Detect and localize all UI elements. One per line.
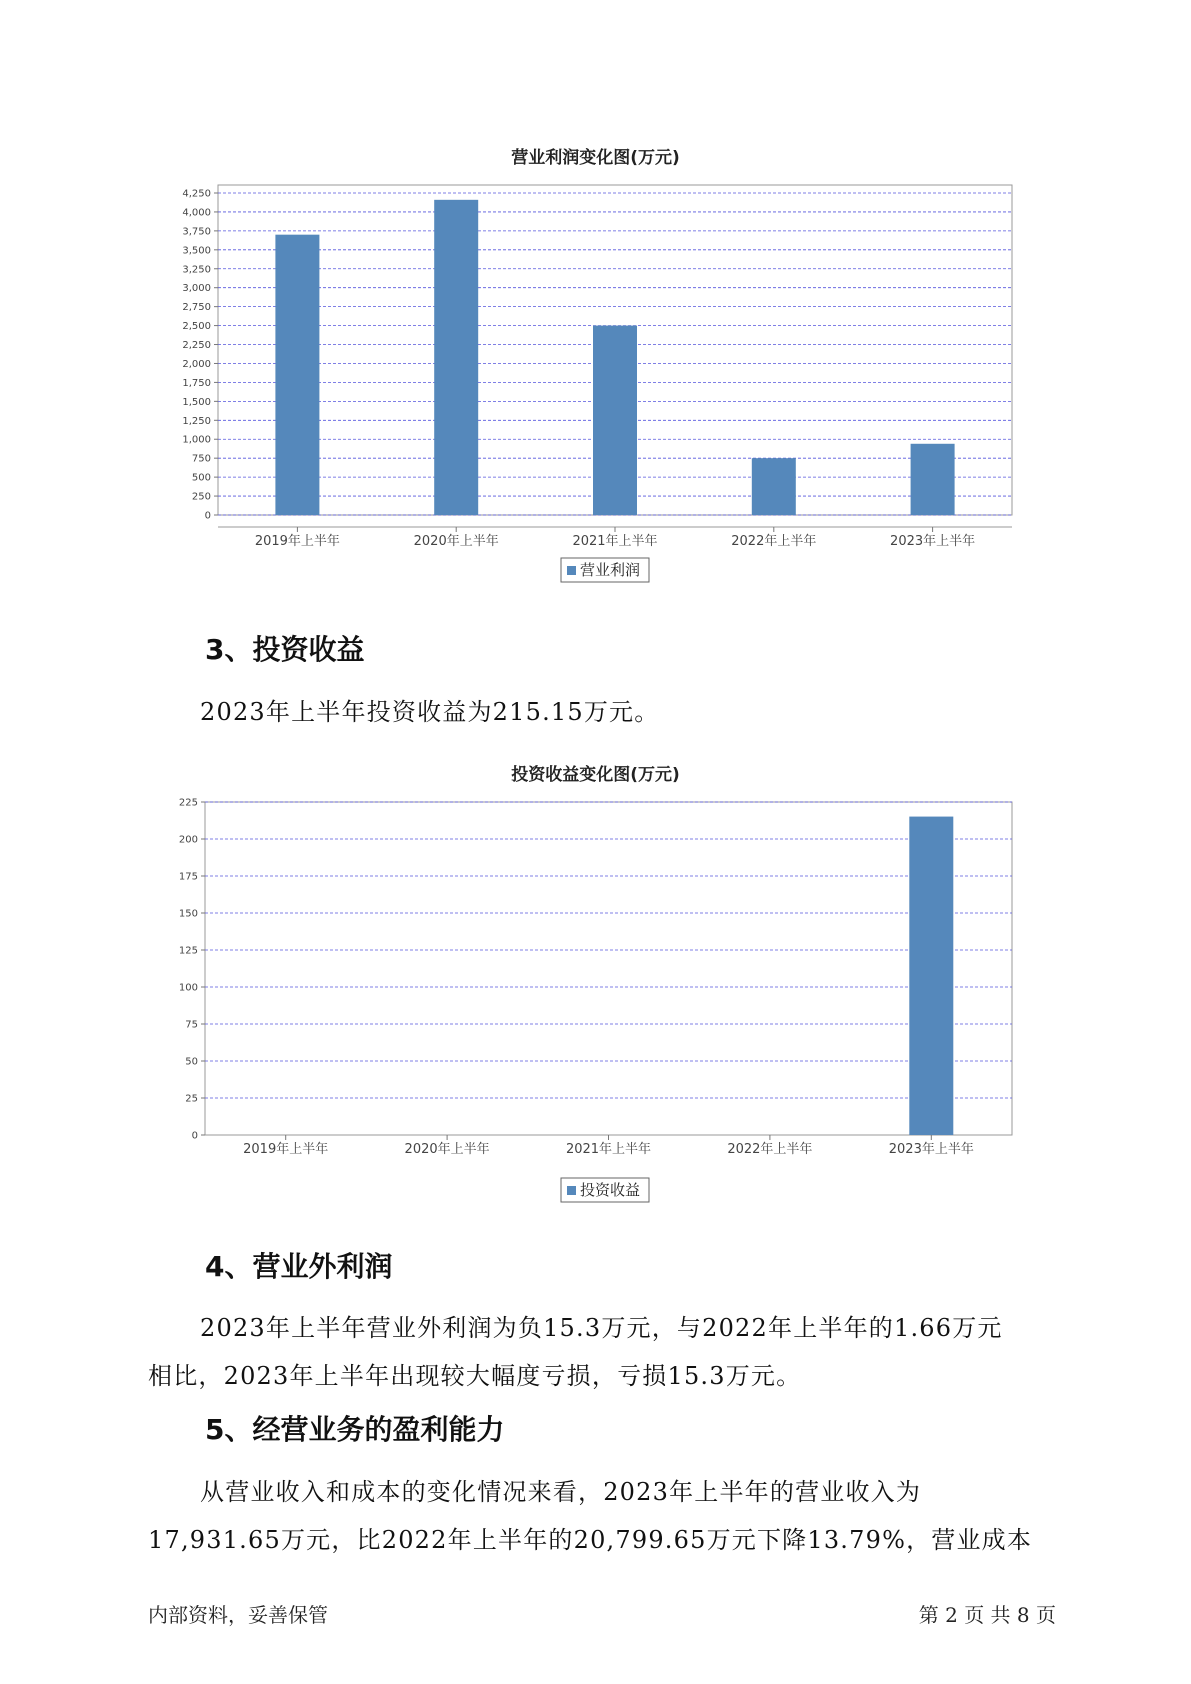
x-tick-label: 2023年上半年 (888, 1142, 974, 1157)
y-tick-label: 100 (178, 982, 198, 994)
x-tick-label: 2023年上半年 (890, 534, 976, 549)
x-tick-label: 2022年上半年 (727, 1142, 813, 1157)
legend-swatch (567, 566, 576, 575)
y-tick-label: 2,750 (182, 302, 211, 314)
investment-income-chart (0, 790, 1191, 1220)
bar (434, 200, 478, 515)
x-tick-label: 2021年上半年 (572, 534, 658, 549)
y-tick-label: 3,250 (182, 264, 211, 276)
y-tick-label: 225 (178, 797, 198, 809)
y-tick-label: 3,500 (182, 245, 211, 257)
x-tick-label: 2019年上半年 (254, 534, 340, 549)
legend-label: 营业利润 (580, 561, 641, 579)
y-tick-label: 125 (178, 945, 198, 957)
y-tick-label: 750 (191, 453, 211, 465)
section5-paragraph-line2: 17,931.65万元，比2022年上半年的20,799.65万元下降13.79%，营业成本 (148, 1526, 1033, 1554)
y-tick-label: 1,250 (182, 415, 211, 427)
section4-heading: 4、营业外利润 (205, 1250, 393, 1283)
bar (911, 444, 955, 515)
y-tick-label: 0 (204, 510, 211, 522)
section3-paragraph: 2023年上半年投资收益为215.15万元。 (200, 698, 660, 726)
legend-label: 投资收益 (580, 1181, 641, 1199)
y-tick-label: 2,000 (182, 358, 211, 370)
y-tick-label: 500 (191, 472, 211, 484)
y-tick-label: 0 (191, 1130, 198, 1142)
bar (752, 458, 796, 515)
footer-confidential: 内部资料，妥善保管 (148, 1603, 328, 1627)
x-tick-label: 2019年上半年 (243, 1142, 329, 1157)
y-tick-label: 4,000 (182, 207, 211, 219)
bar (593, 326, 637, 515)
legend-swatch (567, 1186, 576, 1195)
x-tick-label: 2020年上半年 (404, 1142, 490, 1157)
y-tick-label: 4,250 (182, 188, 211, 200)
section3-heading: 3、投资收益 (205, 633, 365, 666)
bar (909, 817, 953, 1135)
operating-profit-chart (0, 170, 1191, 600)
section5-heading: 5、经营业务的盈利能力 (205, 1413, 505, 1446)
x-tick-label: 2022年上半年 (731, 534, 817, 549)
bar (275, 235, 319, 515)
plot-frame (205, 802, 1012, 1135)
footer-page-number: 第 2 页 共 8 页 (918, 1603, 1056, 1627)
y-tick-label: 3,000 (182, 283, 211, 295)
y-tick-label: 200 (178, 834, 198, 846)
y-tick-label: 250 (191, 491, 211, 503)
x-tick-label: 2021年上半年 (565, 1142, 652, 1157)
y-tick-label: 50 (185, 1056, 198, 1068)
chart1-title: 营业利润变化图(万元) (511, 148, 680, 168)
y-tick-label: 1,000 (182, 434, 211, 446)
y-tick-label: 1,500 (182, 396, 211, 408)
section4-paragraph-line2: 相比，2023年上半年出现较大幅度亏损，亏损15.3万元。 (148, 1362, 802, 1390)
x-tick-label: 2020年上半年 (413, 534, 499, 549)
y-tick-label: 75 (185, 1019, 198, 1031)
y-tick-label: 175 (178, 871, 198, 883)
chart2-title: 投资收益变化图(万元) (511, 765, 680, 785)
section5-paragraph-line1: 从营业收入和成本的变化情况来看，2023年上半年的营业收入为 (200, 1478, 922, 1506)
y-tick-label: 150 (178, 908, 198, 920)
y-tick-label: 25 (185, 1093, 198, 1105)
y-tick-label: 3,750 (182, 226, 211, 238)
y-tick-label: 2,250 (182, 340, 211, 352)
y-tick-label: 2,500 (182, 321, 211, 333)
y-tick-label: 1,750 (182, 377, 211, 389)
section4-paragraph-line1: 2023年上半年营业外利润为负15.3万元，与2022年上半年的1.66万元 (200, 1314, 1003, 1342)
